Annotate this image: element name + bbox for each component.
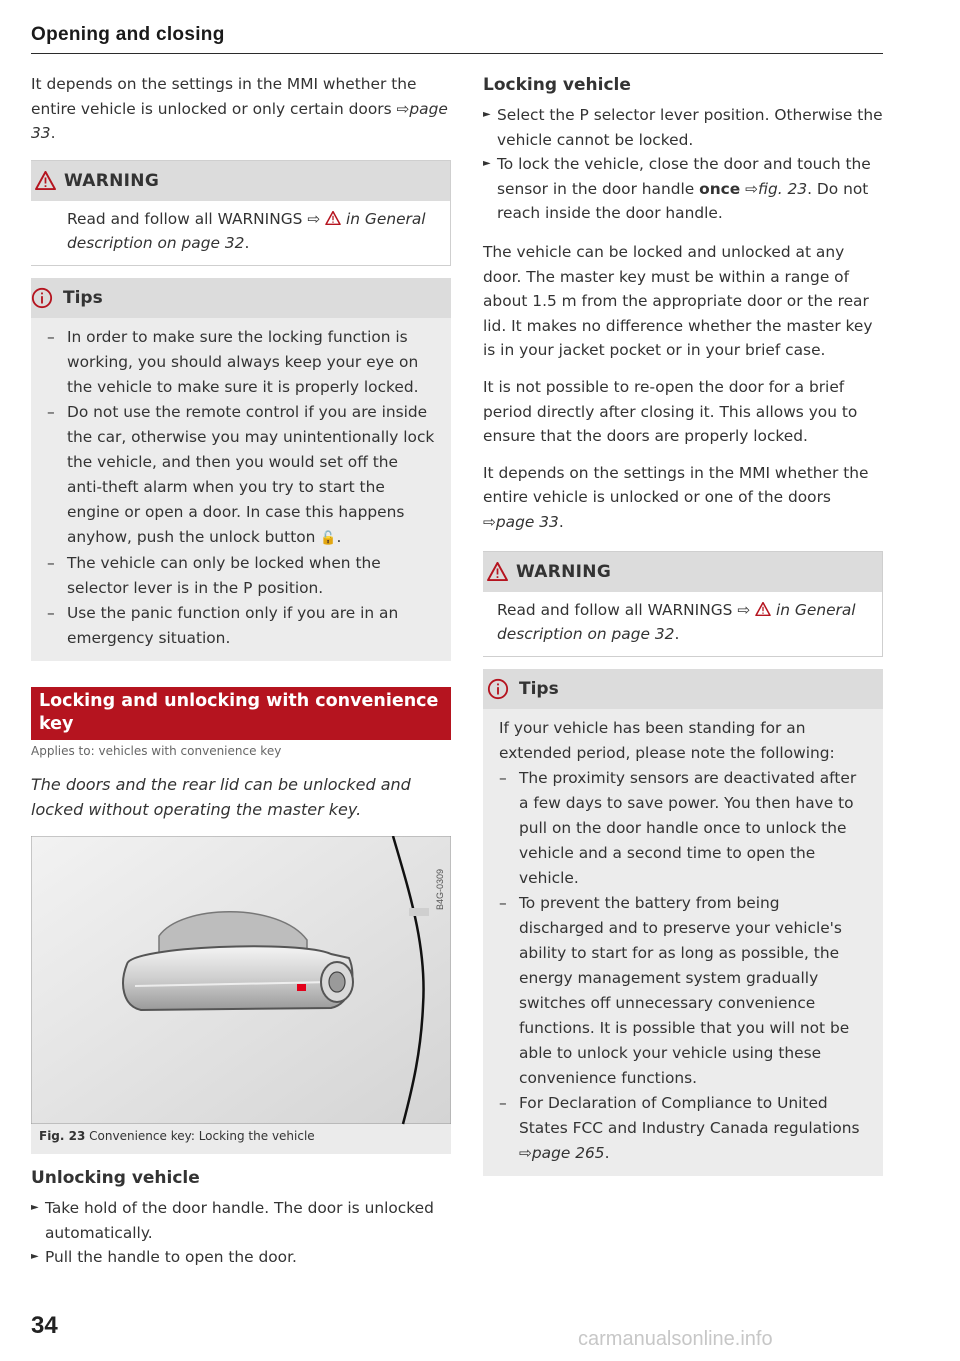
unlocking-heading: Unlocking vehicle xyxy=(31,1167,200,1188)
warning-box xyxy=(483,551,883,657)
paragraph-text: It depends on the settings in the MMI whether the entire vehicle is unlocked or one of the doors xyxy=(483,463,869,507)
locking-step-end: . Do not reach inside the door handle. xyxy=(497,179,869,223)
warning-text-pre: Read and follow all WARNINGS ⇨ xyxy=(67,209,326,228)
paragraph-end: . xyxy=(558,512,564,531)
figure-23 xyxy=(31,836,451,1154)
locking-steps xyxy=(483,103,883,226)
warning-triangle-icon xyxy=(487,562,508,581)
warning-inline-icon xyxy=(325,211,341,225)
tips-item: – The proximity sensors are deactivated after a few days to save power. You then have to pull on the door handle once to unlock the vehicle and a second time to open the vehicle. xyxy=(483,766,869,891)
intro-text: It depends on the settings in the MMI whether the entire vehicle is unlocked or only certain doors xyxy=(31,75,417,118)
intro-text-end: . xyxy=(50,124,56,143)
tips-header xyxy=(483,669,883,709)
page-link[interactable]: ⇨page 265 xyxy=(519,1143,605,1162)
figure-number: Fig. 23 xyxy=(39,1128,86,1143)
page-header xyxy=(31,24,883,54)
locking-step-arrow: ⇨ xyxy=(740,179,759,198)
locking-step-text: To lock the vehicle, close the door and touch the sensor in the door handle xyxy=(497,155,871,198)
tips-item-text: For Declaration of Compliance to United States FCC and Industry Canada regulations xyxy=(519,1093,860,1137)
page-link[interactable]: ⇨page 33 xyxy=(483,512,559,531)
tips-body xyxy=(483,709,883,1176)
figure-code: B4G-0309 xyxy=(435,868,445,910)
paragraph: The vehicle can be locked and unlocked at any door. The master key must be within a range of about 1.5 m from the appropriate door or the rear lid. It makes no difference whether the master key is in your jacket pocket or in your brief case. xyxy=(483,242,873,360)
unlocking-step: ► Take hold of the door handle. The door is unlocked automatically. xyxy=(31,1196,451,1245)
warning-text xyxy=(31,201,450,265)
warning-triangle-icon xyxy=(35,171,56,190)
info-icon xyxy=(31,287,53,309)
warning-text-end: . xyxy=(244,234,250,253)
chapter-title: Opening and closing xyxy=(31,24,225,45)
locking-heading: Locking vehicle xyxy=(483,75,631,95)
tips-item: – To prevent the battery from being discharged and to preserve your vehicle's ability to start for as long as possible, the energy management system gradually switches off unnecessary convenience functions. It is possible that you will not be able to unlock your vehicle using these convenience functions. xyxy=(483,891,869,1091)
warning-text-pre: Read and follow all WARNINGS ⇨ xyxy=(497,600,756,619)
tips-item xyxy=(483,1091,869,1166)
figure-caption xyxy=(39,1129,315,1143)
tips-box xyxy=(483,669,883,1176)
info-icon xyxy=(487,678,509,700)
tips-body xyxy=(31,318,451,661)
door-handle-illustration xyxy=(31,836,451,1154)
tips-list xyxy=(483,766,869,1166)
warning-link[interactable]: in General description on page 32 xyxy=(497,600,856,644)
warning-header xyxy=(31,161,450,201)
unlocking-step: ► Pull the handle to open the door. xyxy=(31,1245,451,1270)
unlock-icon: 🔓 xyxy=(320,530,337,546)
warning-inline-icon xyxy=(755,602,771,616)
tips-item: – Do not use the remote control if you are inside the car, otherwise you may unintentionally lock the vehicle, and then you would set off the anti-theft alarm when you try to start the engine or open a door. In case this happens anyhow, push the unlock button 🔓. xyxy=(31,400,437,551)
warning-text-end: . xyxy=(674,625,680,644)
warning-label: WARNING xyxy=(516,561,612,582)
tips-label: Tips xyxy=(63,287,103,308)
watermark: carmanualsonline.info xyxy=(578,1328,773,1350)
right-column xyxy=(483,72,883,1176)
page-link[interactable]: ⇨page 33 xyxy=(31,99,448,143)
applies-to: Applies to: vehicles with convenience key xyxy=(31,743,282,758)
left-column xyxy=(31,72,451,1270)
tips-box xyxy=(31,278,451,661)
locking-step xyxy=(483,152,883,226)
tips-list xyxy=(31,325,437,651)
page-number: 34 xyxy=(31,1312,58,1339)
intro-paragraph xyxy=(31,72,451,146)
tips-item-end: . xyxy=(604,1143,610,1162)
warning-label: WARNING xyxy=(64,170,160,191)
locking-step: ► Select the P selector lever position. Otherwise the vehicle cannot be locked. xyxy=(483,103,883,152)
section-heading: Locking and unlocking with convenience key xyxy=(31,687,451,740)
warning-header xyxy=(483,552,882,592)
unlocking-steps xyxy=(31,1196,451,1270)
tips-label: Tips xyxy=(519,678,559,699)
tips-item-text: Do not use the remote control if you are inside the car, otherwise you may unintentionally lock the vehicle, and then you would set off the anti-theft alarm when you try to start the engine or open a door. In case this happens anyhow, push the unlock button xyxy=(67,402,435,546)
warning-text xyxy=(483,592,882,656)
figure-caption-text: Convenience key: Locking the vehicle xyxy=(89,1128,315,1143)
tips-intro: If your vehicle has been standing for an extended period, please note the following: xyxy=(499,718,835,762)
tips-item: – In order to make sure the locking function is working, you should always keep your eye on the vehicle to make sure it is properly locked. xyxy=(31,325,437,400)
warning-link[interactable]: in General description on page 32 xyxy=(67,209,426,253)
locking-step-bold: once xyxy=(699,179,741,198)
paragraph xyxy=(483,461,883,535)
warning-box xyxy=(31,160,451,266)
tips-item: – Use the panic function only if you are in an emergency situation. xyxy=(31,601,437,651)
tips-item: – The vehicle can only be locked when the selector lever is in the P position. xyxy=(31,551,437,601)
tips-header xyxy=(31,278,451,318)
section-intro: The doors and the rear lid can be unlocked and locked without operating the master key. xyxy=(31,774,411,819)
paragraph: It is not possible to re-open the door for a brief period directly after closing it. This allows you to ensure that the doors are properly locked. xyxy=(483,377,858,446)
figure-link[interactable]: fig. 23 xyxy=(758,179,808,198)
